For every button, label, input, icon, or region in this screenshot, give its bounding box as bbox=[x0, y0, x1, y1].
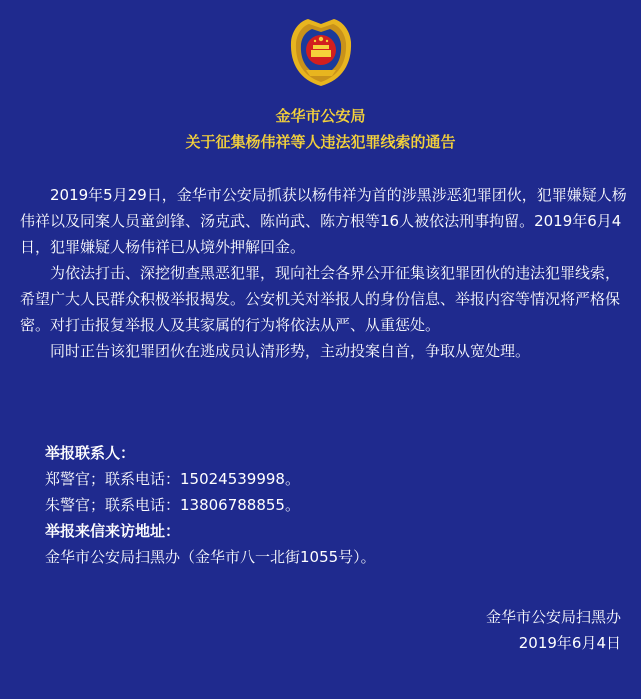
signature-org: 金华市公安局扫黑办 bbox=[485, 608, 621, 626]
paragraph-warning: 同时正告该犯罪团伙在逃成员认清形势，主动投案自首，争取从宽处理。 bbox=[50, 342, 531, 360]
notice-title: 关于征集杨伟祥等人违法犯罪线索的通告 bbox=[185, 133, 456, 151]
contact-label: 举报联系人： bbox=[45, 444, 136, 462]
notice-body bbox=[20, 182, 632, 364]
police-emblem-icon bbox=[286, 16, 356, 88]
address-text: 金华市公安局扫黑办（金华市八一北街1055号）。 bbox=[45, 548, 376, 566]
paragraph-call-for-clues: 为依法打击、深挖彻查黑恶犯罪，现向社会各界公开征集该犯罪团伙的违法犯罪线索，希望广大人民群众积极举报揭发。公安机关对举报人的身份信息、举报内容等情况将严格保密。对打击报复举报人及其家属的行为将依法从严、从重惩处。 bbox=[20, 264, 621, 334]
signature-date: 2019年6月4日 bbox=[518, 634, 621, 652]
paragraph-arrest: 2019年5月29日，金华市公安局抓获以杨伟祥为首的涉黑涉恶犯罪团伙，犯罪嫌疑人杨伟祥以及同案人员童剑锋、汤克武、陈尚武、陈方根等16人被依法刑事拘留。2019年6月4日，犯罪嫌疑人杨伟祥已从境外押解回金。 bbox=[20, 186, 627, 256]
title-block bbox=[0, 103, 641, 155]
signature-block bbox=[486, 604, 621, 656]
contact-section bbox=[45, 440, 605, 570]
org-title: 金华市公安局 bbox=[275, 107, 366, 125]
address-label: 举报来信来访地址： bbox=[45, 522, 181, 540]
contact-officer-zhu: 朱警官；联系电话：13806788855。 bbox=[45, 496, 300, 514]
contact-officer-zheng: 郑警官；联系电话：15024539998。 bbox=[45, 470, 300, 488]
